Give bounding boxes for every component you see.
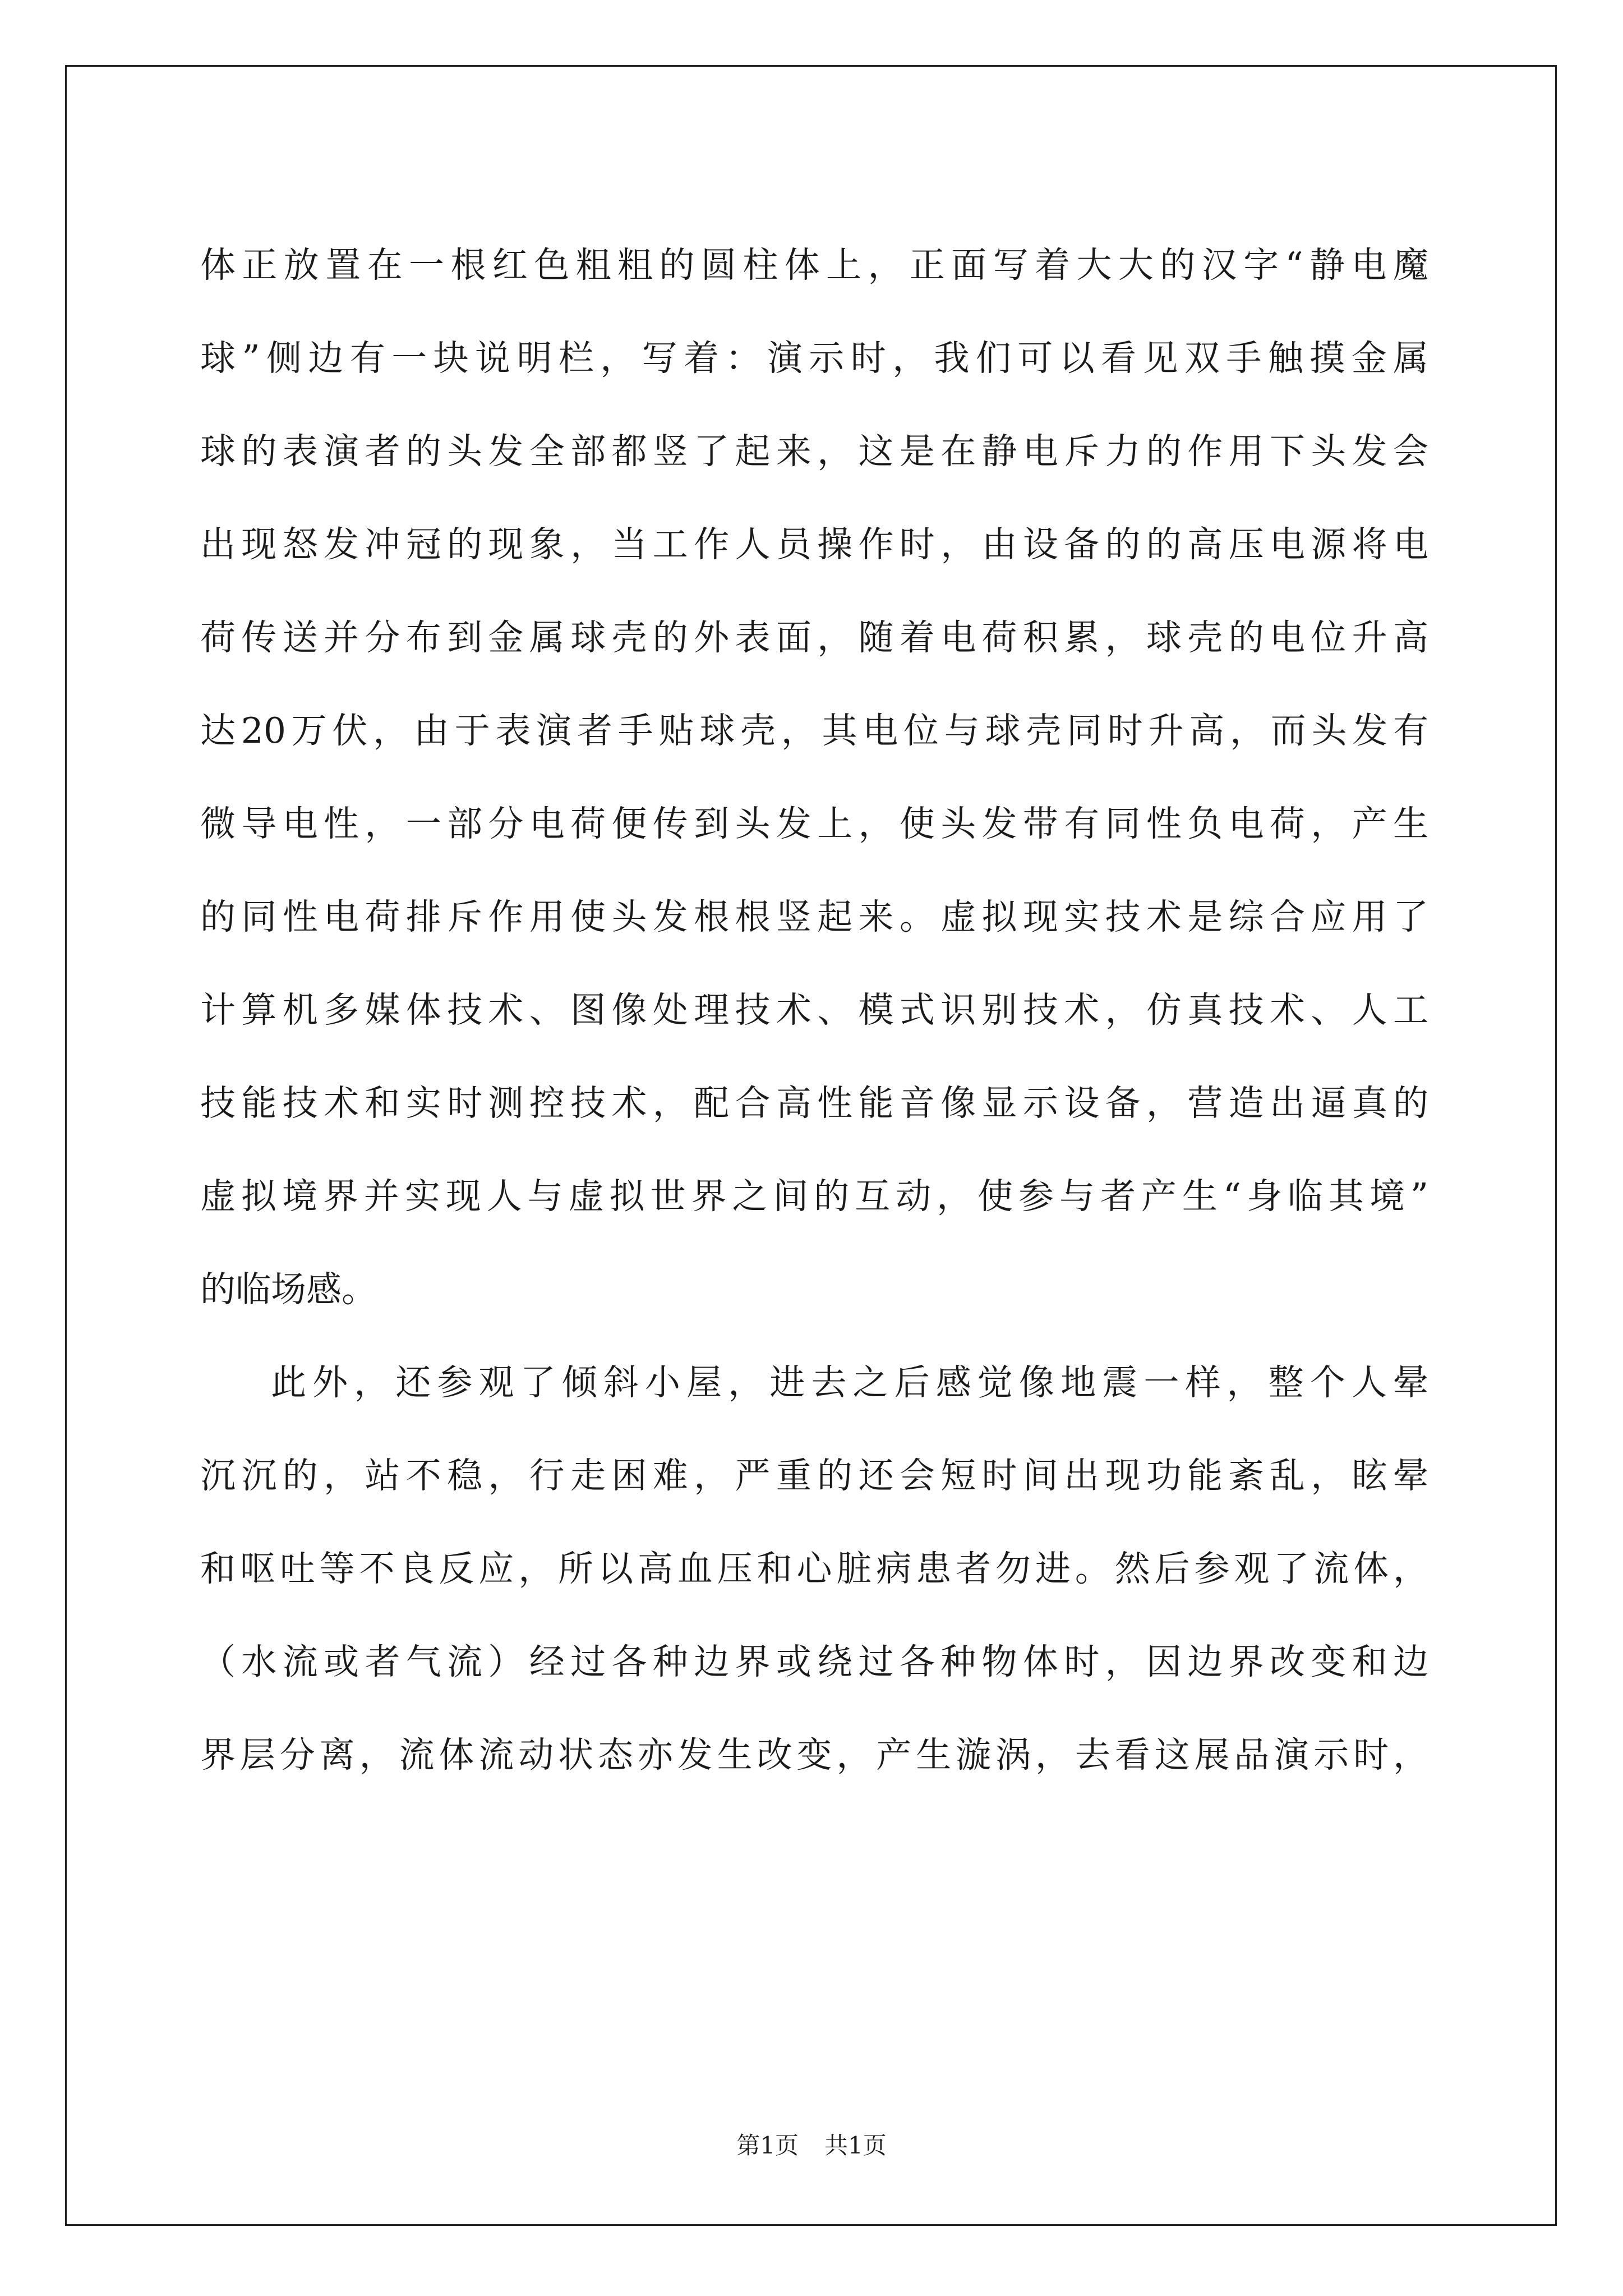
text-line: 球”侧边有一块说明栏，写着：演示时，我们可以看见双手触摸金属	[200, 338, 1428, 379]
page-total: 共1页	[824, 2132, 887, 2159]
text-line: 虚拟境界并实现人与虚拟世界之间的互动，使参与者产生“身临其境”	[200, 1176, 1428, 1217]
text-line: 出现怒发冲冠的现象，当工作人员操作时，由设备的的高压电源将电	[200, 524, 1428, 565]
text-line: 荷传送并分布到金属球壳的外表面，随着电荷积累，球壳的电位升高	[200, 617, 1428, 658]
page-number: 第1页	[736, 2132, 799, 2159]
text-line: 微导电性，一部分电荷便传到头发上，使头发带有同性负电荷，产生	[200, 803, 1428, 844]
text-line: 此外，还参观了倾斜小屋，进去之后感觉像地震一样，整个人晕	[271, 1362, 1428, 1403]
text-line: 达20万伏，由于表演者手贴球壳，其电位与球壳同时升高，而头发有	[200, 710, 1428, 751]
text-line: 球的表演者的头发全部都竖了起来，这是在静电斥力的作用下头发会	[200, 431, 1428, 472]
paragraph-2	[200, 1336, 1428, 1802]
text-line: 体正放置在一根红色粗粗的圆柱体上，正面写着大大的汉字“静电魔	[200, 245, 1428, 286]
page-footer	[0, 2127, 1623, 2161]
text-line: 计算机多媒体技术、图像处理技术、模式识别技术，仿真技术、人工	[200, 990, 1428, 1030]
text-line: 界层分离，流体流动状态亦发生改变，产生漩涡，去看这展品演示时，	[200, 1734, 1428, 1775]
text-line: 的同性电荷排斥作用使头发根根竖起来。虚拟现实技术是综合应用了	[200, 896, 1428, 937]
text-line: 技能技术和实时测控技术，配合高性能音像显示设备，营造出逼真的	[200, 1083, 1428, 1124]
text-line: （水流或者气流）经过各种边界或绕过各种物体时，因边界改变和边	[200, 1641, 1428, 1682]
text-line: 沉沉的，站不稳，行走困难，严重的还会短时间出现功能紊乱，眩晕	[200, 1455, 1428, 1496]
document-body	[200, 219, 1428, 1802]
paragraph-1	[200, 219, 1428, 1336]
text-line: 和呕吐等不良反应，所以高血压和心脏病患者勿进。然后参观了流体，	[200, 1548, 1428, 1589]
text-line: 的临场感。	[200, 1269, 377, 1310]
